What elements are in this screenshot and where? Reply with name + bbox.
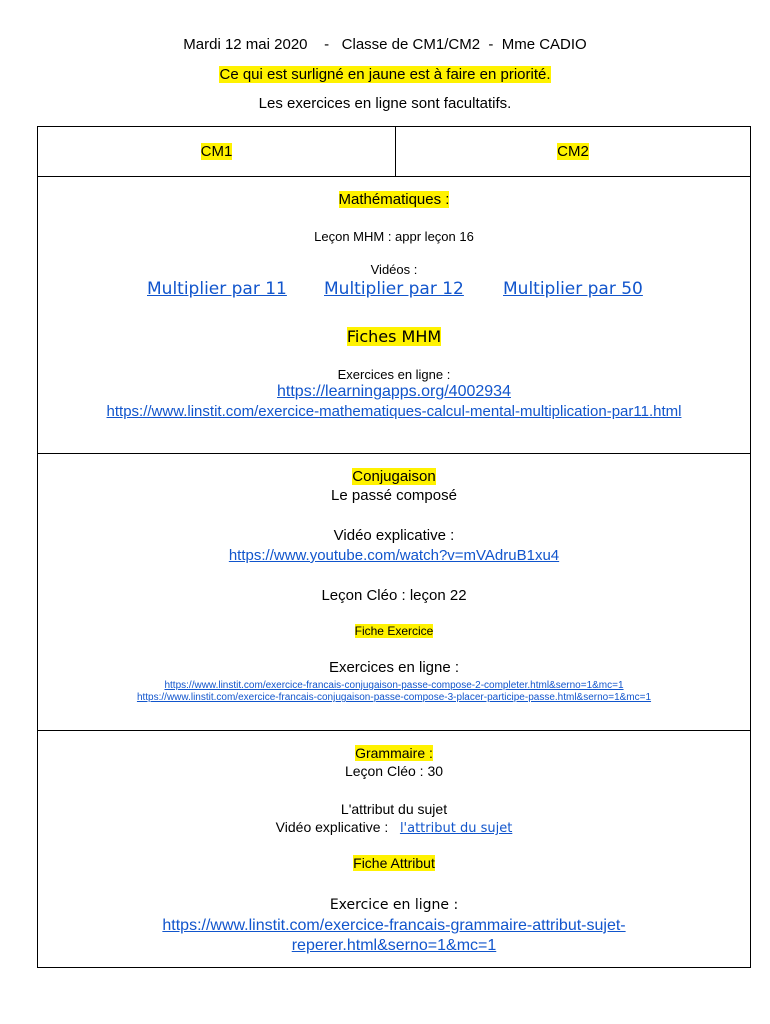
math-fiches bbox=[38, 327, 750, 346]
conj-video-link[interactable]: https://www.youtube.com/watch?v=mVAdruB1xu4 bbox=[228, 547, 560, 564]
conj-link-completer[interactable]: https://www.linstit.com/exercice-francais-conjugaison-passe-compose-2-completer.html&serno=1&mc=1 bbox=[164, 680, 624, 691]
gram-fiche-text: Fiche Attribut bbox=[353, 855, 435, 871]
gram-link-row-1 bbox=[38, 917, 750, 935]
gram-link-row-2 bbox=[38, 937, 750, 955]
math-videos-label: Vidéos : bbox=[370, 262, 418, 277]
column-cm1 bbox=[38, 127, 396, 176]
math-title bbox=[38, 191, 750, 208]
column-cm1-label: CM1 bbox=[200, 143, 233, 160]
video-link-multiplier-11[interactable]: Multiplier par 11 bbox=[147, 279, 287, 299]
conj-link-participe-passe[interactable]: https://www.linstit.com/exercice-francais-conjugaison-passe-compose-3-placer-participe-passe.html&serno=1&mc=1 bbox=[136, 692, 652, 703]
gram-lesson: Leçon Cléo : 30 bbox=[344, 763, 444, 779]
conj-exercises-label: Exercices en ligne : bbox=[328, 659, 460, 676]
conj-link-1-row bbox=[38, 680, 750, 691]
grammaire-section bbox=[38, 731, 750, 967]
math-exercises-label: Exercices en ligne : bbox=[337, 367, 451, 382]
gram-title-text: Grammaire : bbox=[355, 745, 433, 761]
math-lesson: Leçon MHM : appr leçon 16 bbox=[314, 229, 474, 244]
conj-title-text: Conjugaison bbox=[352, 468, 436, 485]
math-link-learningapps-row bbox=[38, 383, 750, 401]
math-section bbox=[38, 177, 750, 454]
gram-fiche bbox=[38, 855, 750, 871]
conj-video-link-row bbox=[38, 547, 750, 564]
homework-table bbox=[37, 126, 751, 968]
conj-video-label: Vidéo explicative : bbox=[333, 527, 455, 544]
conj-title bbox=[38, 468, 750, 485]
header-title: Mardi 12 mai 2020 - Classe de CM1/CM2 - Mme CADIO bbox=[183, 36, 587, 53]
video-link-multiplier-12[interactable]: Multiplier par 12 bbox=[324, 279, 464, 299]
gram-video-link[interactable]: l'attribut du sujet bbox=[399, 821, 513, 836]
gram-topic: L'attribut du sujet bbox=[340, 801, 448, 817]
priority-note-text: Ce qui est surligné en jaune est à faire en priorité. bbox=[219, 66, 551, 83]
conj-fiche bbox=[38, 624, 750, 638]
conj-link-2-row bbox=[38, 692, 750, 703]
math-title-text: Mathématiques : bbox=[338, 191, 450, 208]
gram-link-line-2[interactable]: reperer.html&serno=1&mc=1 bbox=[291, 937, 497, 954]
conj-subtitle: Le passé composé bbox=[331, 487, 457, 504]
video-link-multiplier-50[interactable]: Multiplier par 50 bbox=[503, 279, 643, 299]
table-header-row bbox=[38, 127, 750, 177]
priority-note bbox=[0, 66, 770, 83]
math-link-learningapps[interactable]: https://learningapps.org/4002934 bbox=[277, 383, 511, 400]
math-fiches-text: Fiches MHM bbox=[346, 327, 442, 346]
conjugaison-section bbox=[38, 454, 750, 731]
gram-exercise-label: Exercice en ligne : bbox=[329, 897, 459, 913]
optional-note: Les exercices en ligne sont facultatifs. bbox=[258, 95, 512, 112]
math-link-linstit-row bbox=[38, 403, 750, 420]
column-cm2-label: CM2 bbox=[557, 143, 589, 160]
math-link-linstit[interactable]: https://www.linstit.com/exercice-mathematiques-calcul-mental-multiplication-par11.html bbox=[106, 403, 682, 420]
conj-lesson: Leçon Cléo : leçon 22 bbox=[321, 587, 467, 604]
gram-title bbox=[38, 745, 750, 761]
gram-link-line-1[interactable]: https://www.linstit.com/exercice-francais-grammaire-attribut-sujet- bbox=[162, 917, 626, 934]
gram-video-label: Vidéo explicative : bbox=[275, 819, 389, 835]
column-cm2 bbox=[396, 127, 750, 176]
gram-video-row bbox=[38, 819, 750, 836]
conj-fiche-text: Fiche Exercice bbox=[354, 624, 434, 638]
